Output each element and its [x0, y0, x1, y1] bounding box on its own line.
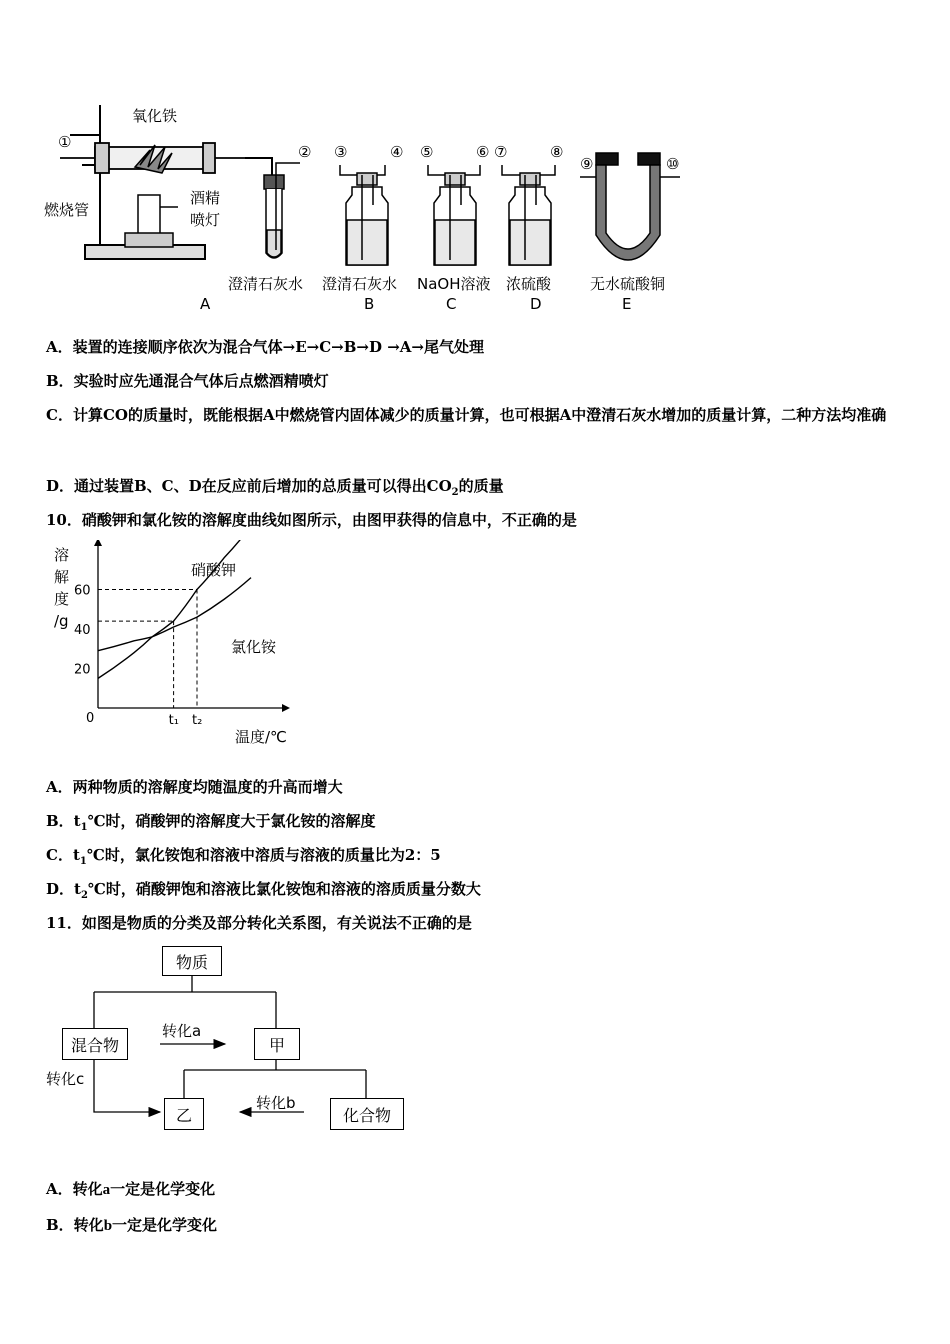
box-yi: 乙	[164, 1098, 204, 1130]
limewater-label-a: 澄清石灰水	[228, 275, 304, 293]
q11-option-a	[46, 1178, 215, 1199]
port-2: ②	[298, 143, 312, 161]
series-label-2: 氯化铵	[231, 638, 277, 656]
q10-option-a: A．两种物质的溶解度均随温度的升高而增大	[46, 778, 343, 796]
q10-option-d-text: D．t	[46, 880, 81, 898]
port-9: ⑨	[580, 155, 594, 173]
q11-option-a-tail: 一定是化学变化	[110, 1180, 216, 1198]
x-tick-label-2: t₂	[192, 713, 203, 728]
q11-option-b-text: B．转化	[46, 1216, 104, 1234]
x-axis-arrow	[282, 704, 290, 712]
device-A-label: A	[200, 295, 211, 313]
q11-option-b-tail: 一定是化学变化	[112, 1216, 218, 1234]
limewater-label-b: 澄清石灰水	[322, 275, 398, 293]
iron-oxide-label: 氧化铁	[132, 107, 178, 125]
port-4: ④	[390, 143, 404, 161]
u-tube-E	[580, 153, 680, 260]
q11-stem: 11．如图是物质的分类及部分转化关系图，有关说法不正确的是	[46, 914, 472, 932]
q10-stem: 10．硝酸钾和氯化铵的溶解度曲线如图所示，由图甲获得的信息中，不正确的是	[46, 511, 577, 529]
q9-option-d-sub: 2	[451, 487, 459, 498]
q11-option-b	[46, 1214, 217, 1235]
q10-option-d	[46, 878, 481, 901]
ylabel-char-3: 度	[54, 590, 70, 608]
sulfuric-label: 浓硫酸	[506, 275, 552, 293]
port-7: ⑦	[494, 143, 508, 161]
connector-tube	[245, 158, 272, 175]
device-D-label: D	[530, 295, 542, 313]
y-tick-label: 60	[74, 583, 91, 599]
arrow-conv-c	[94, 1060, 160, 1112]
series-label-1: 硝酸钾	[191, 561, 237, 579]
series-curve-2	[98, 578, 251, 651]
test-tube-limewater	[264, 163, 300, 258]
q9-option-d	[46, 475, 504, 498]
port-3: ③	[334, 143, 348, 161]
wash-bottle-B	[340, 165, 388, 265]
y-tick-label: 40	[74, 623, 91, 638]
device-B-label: B	[364, 295, 375, 313]
device-E-label: E	[622, 295, 632, 313]
box-substance: 物质	[162, 946, 222, 976]
port-1: ①	[58, 133, 72, 151]
q10-option-b-sub: 1	[80, 822, 88, 833]
q11-option-a-var: a	[102, 1182, 111, 1198]
q9-option-b: B．实验时应先通混合气体后点燃酒精喷灯	[46, 372, 329, 390]
label-conv-b: 转化b	[256, 1094, 296, 1112]
q10-option-c	[46, 844, 441, 867]
q9-option-d-text: D．通过装置B、C、D在反应前后增加的总质量可以得出CO	[46, 477, 452, 495]
combustion-tube-label: 燃烧管	[44, 201, 90, 219]
wash-bottle-D	[502, 165, 555, 265]
q9-option-d-tail: 的质量	[458, 477, 504, 495]
q9-option-a: A．装置的连接顺序依次为混合气体→E→C→B→D →A→尾气处理	[46, 338, 484, 356]
box-mixture: 混合物	[62, 1028, 128, 1060]
y-axis-arrow	[94, 540, 102, 546]
q10-option-b-text: B．t	[46, 812, 81, 830]
box-jia: 甲	[254, 1028, 300, 1060]
port-8: ⑧	[550, 143, 564, 161]
x-tick-label-1: t₁	[168, 713, 179, 728]
ylabel-char-1: 溶	[54, 546, 70, 564]
label-conv-a: 转化a	[162, 1022, 202, 1040]
label-conv-c: 转化c	[46, 1070, 85, 1088]
apparatus-figure	[40, 95, 700, 315]
ylabel-char-2: 解	[54, 568, 70, 586]
wash-bottle-C	[428, 165, 480, 265]
y-tick-label: 20	[74, 662, 91, 678]
cuso4-label: 无水硫酸铜	[590, 275, 666, 293]
q11-option-b-var: b	[103, 1218, 113, 1234]
ylabel-char-4: /g	[54, 612, 69, 630]
q9-option-c: C．计算CO的质量时，既能根据A中燃烧管内固体减少的质量计算，也可根据A中澄清石灰水增加的质量计算，二种方法均准确	[46, 406, 887, 424]
port-6: ⑥	[476, 143, 490, 161]
xlabel: 温度/℃	[235, 728, 287, 746]
naoh-label: NaOH溶液	[417, 275, 491, 293]
q10-option-c-text: C．t	[46, 846, 80, 864]
q10-option-b-tail: ℃时，硝酸钾的溶解度大于氯化铵的溶解度	[87, 812, 376, 830]
classification-diagram	[40, 940, 420, 1140]
box-compound: 化合物	[330, 1098, 404, 1130]
q10-option-d-tail: ℃时，硝酸钾饱和溶液比氯化铵饱和溶液的溶质质量分数大	[87, 880, 481, 898]
device-C-label: C	[446, 295, 457, 313]
origin-label: 0	[86, 711, 95, 726]
port-5: ⑤	[420, 143, 434, 161]
q10-option-c-tail: ℃时，氯化铵饱和溶液中溶质与溶液的质量比为2：5	[86, 846, 441, 864]
port-10: ⑩	[666, 155, 680, 173]
q10-option-b	[46, 810, 376, 833]
q10-option-c-sub: 1	[79, 856, 87, 867]
alcohol-lamp-label-2: 喷灯	[190, 211, 221, 229]
alcohol-lamp-label-1: 酒精	[190, 189, 221, 207]
q10-option-d-sub: 2	[80, 890, 88, 901]
q11-option-a-text: A．转化	[46, 1180, 103, 1198]
solubility-chart	[40, 540, 310, 750]
